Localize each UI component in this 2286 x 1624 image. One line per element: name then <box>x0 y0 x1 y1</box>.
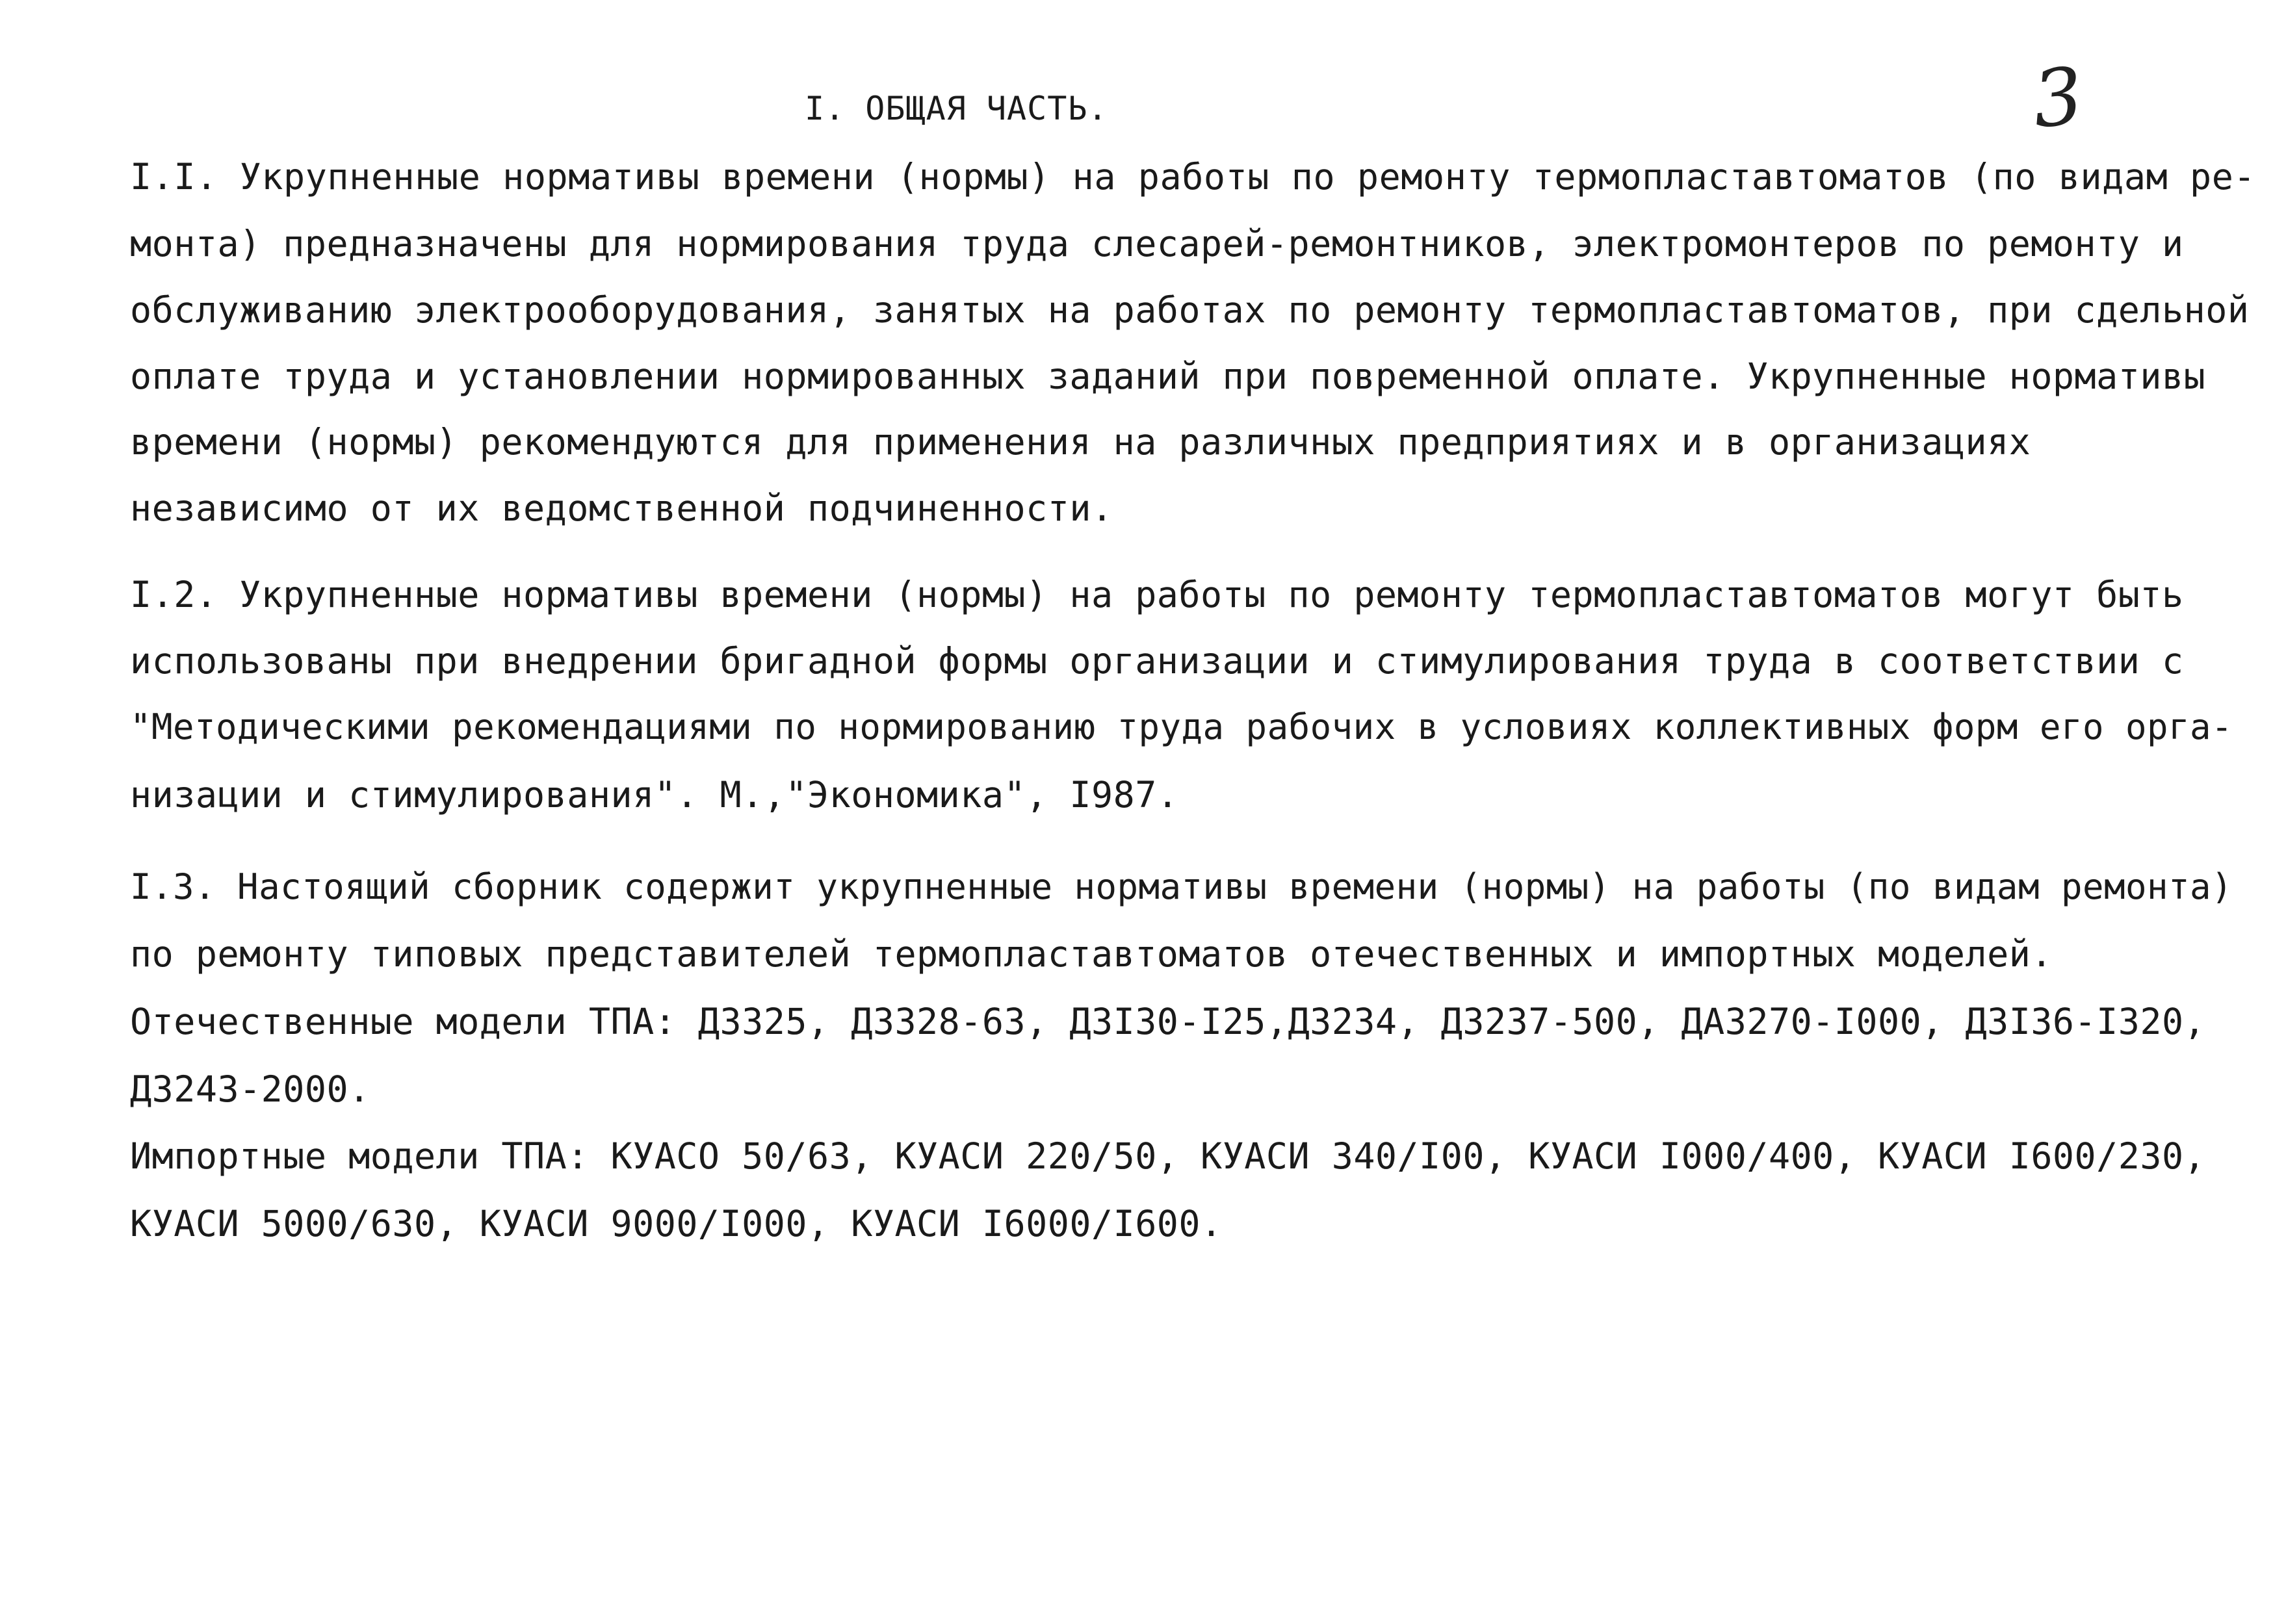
paragraph-line: по ремонту типовых представителей термопластавтоматов отечественных и импортных моделей. <box>130 933 2053 975</box>
paragraph-line: независимо от их ведомственной подчиненности. <box>130 487 1113 529</box>
paragraph-line: Д3243-2000. <box>130 1068 370 1110</box>
paragraph-line: низации и стимулирования". М.,"Экономика", I987. <box>130 774 1179 816</box>
paragraph-line: I.3. Настоящий сборник содержит укрупненные нормативы времени (нормы) на работы (по видам ремонта) <box>130 866 2233 907</box>
paragraph-line: использованы при внедрении бригадной формы организации и стимулирования труда в соответствии с <box>130 640 2184 682</box>
paragraph-line: I.I. Укрупненные нормативы времени (нормы) на работы по ремонту термопластавтоматов (по видам ре- <box>130 156 2256 198</box>
section-title: I. ОБЩАЯ ЧАСТЬ. <box>805 90 1108 127</box>
paragraph-line: I.2. Укрупненные нормативы времени (нормы) на работы по ремонту термопластавтоматов могут быть <box>130 574 2184 615</box>
paragraph-line: времени (нормы) рекомендуются для применения на различных предприятиях и в организациях <box>130 421 2031 463</box>
paragraph-line: монта) предназначены для нормирования труда слесарей-ремонтников, электромонтеров по ремонту и <box>130 223 2184 264</box>
handwritten-page-number: 3 <box>2028 51 2088 146</box>
paragraph-line: КУАСИ 5000/630, КУАСИ 9000/I000, КУАСИ I6000/I600. <box>130 1203 1223 1244</box>
paragraph-line: "Методическими рекомендациями по нормированию труда рабочих в условиях коллективных форм его орга- <box>130 706 2233 747</box>
paragraph-line: Импортные модели ТПА: КУАСО 50/63, КУАСИ 220/50, КУАСИ 340/I00, КУАСИ I000/400, КУАСИ I600/230, <box>130 1135 2206 1177</box>
paragraph-line: Отечественные модели ТПА: Д3325, Д3328-63, Д3I30-I25,Д3234, Д3237-500, ДА3270-I000, Д3I36-I320, <box>130 1001 2206 1042</box>
paragraph-line: оплате труда и установлении нормированных заданий при повременной оплате. Укрупненные нормативы <box>130 355 2206 397</box>
paragraph-line: обслуживанию электрооборудования, занятых на работах по ремонту термопластавтоматов, при сдельной <box>130 289 2250 331</box>
